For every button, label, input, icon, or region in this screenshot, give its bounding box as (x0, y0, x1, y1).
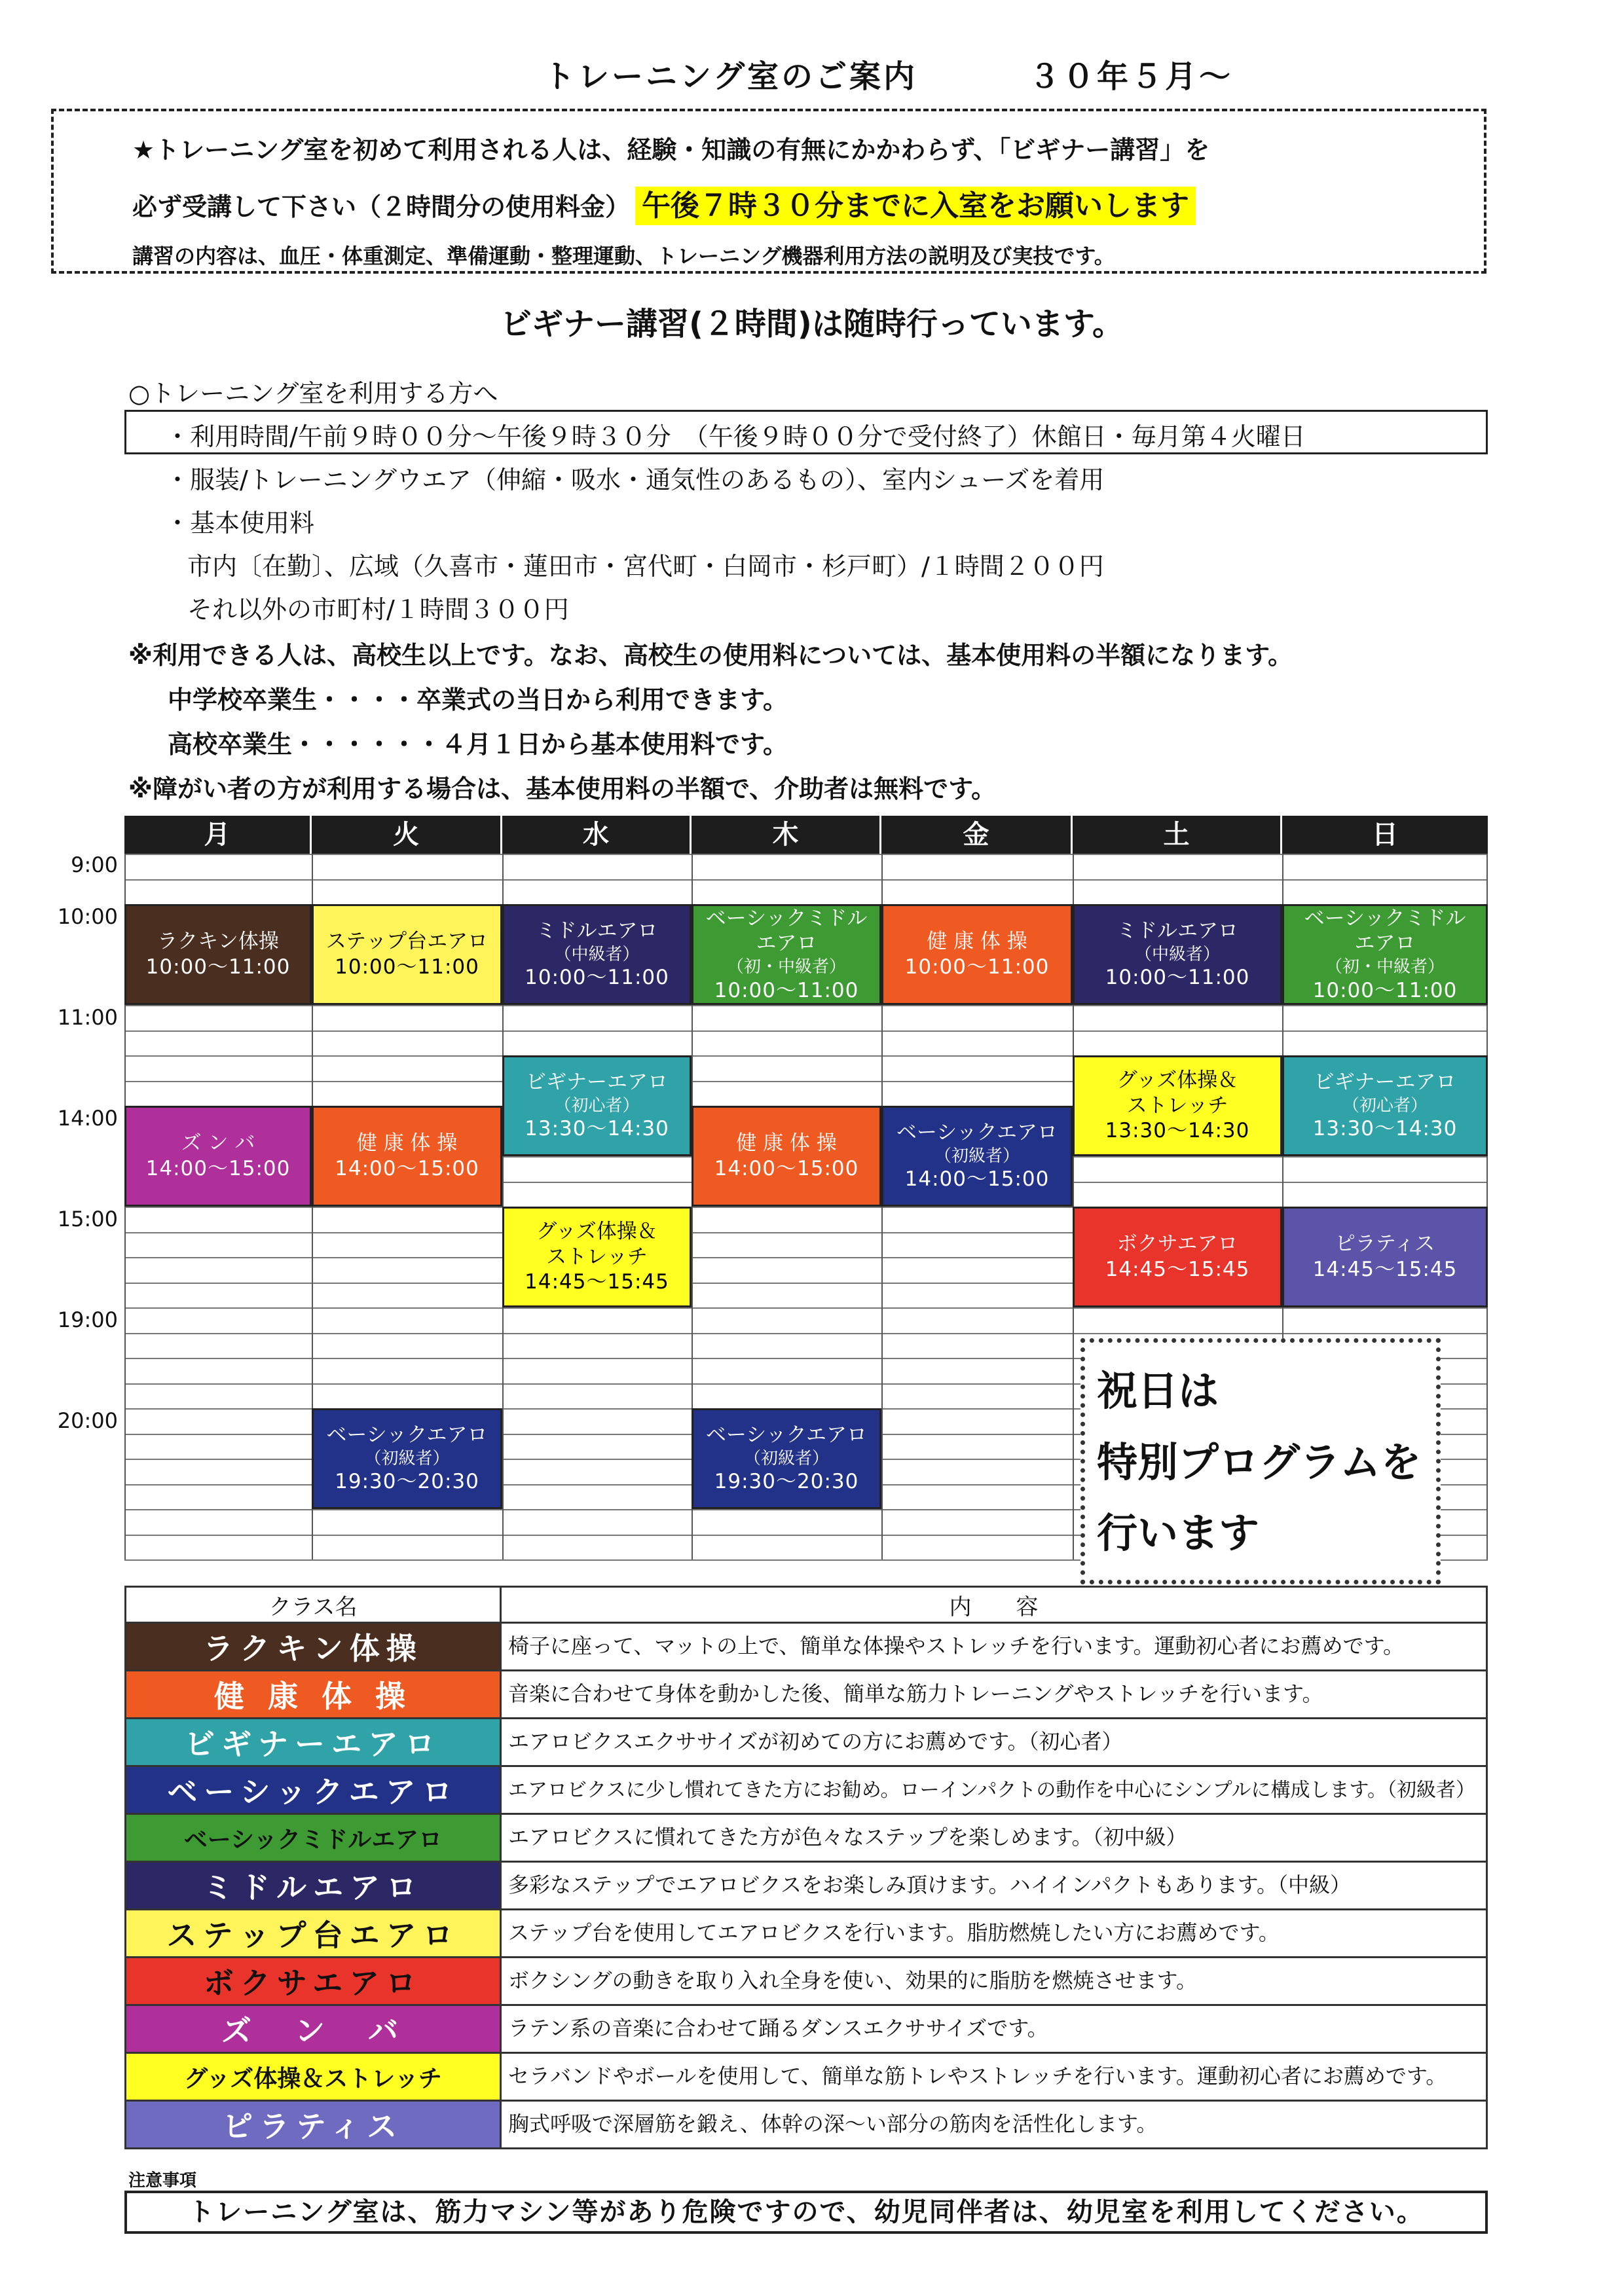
class-description-cell: エアロビクスに少し慣れてきた方にお勧め。ローインパクトの動作を中心にシンプルに構成します。（初級者） (501, 1766, 1487, 1814)
class-block (502, 1207, 692, 1307)
class-block-time: 19:30～20:30 (714, 1470, 859, 1494)
class-block-time: 10:00～11:00 (714, 978, 859, 1002)
class-table-row (126, 1910, 1487, 1958)
class-block-time: 14:45～15:45 (1312, 1258, 1458, 1281)
class-description-cell: エアロビクスエクササイズが初めての方にお薦めです。（初心者） (501, 1719, 1487, 1766)
class-block-level: （中級者） (554, 944, 640, 964)
class-block-name: 健 康 体 操 (927, 930, 1027, 954)
class-block (1282, 904, 1488, 1005)
class-name-cell: ベーシックエアロ (126, 1766, 501, 1814)
day-header-6: 土 (1073, 816, 1280, 854)
class-block (312, 1408, 502, 1509)
class-block (692, 1106, 881, 1207)
class-table (124, 1586, 1488, 2149)
notice-line-1: ★トレーニング室を初めて利用される人は、経験・知識の有無にかかわらず、「ビギナー講習」を (132, 136, 1210, 164)
info-fee-1: 市内〔在勤〕、広域（久喜市・蓮田市・宮代町・白岡市・杉戸町）/１時間２００円 (187, 552, 1104, 581)
class-block-time: 10:00～11:00 (904, 955, 1050, 979)
time-label: 11:00 (57, 1005, 118, 1030)
class-description-cell: セラバンドやボールを使用して、簡単な筋トレやストレッチを行います。運動初心者にお薦めです。 (501, 2053, 1487, 2101)
info-note-2: 中学校卒業生・・・・卒業式の当日から利用できます。 (168, 685, 788, 714)
info-note-3: 高校卒業生・・・・・・４月１日から基本使用料です。 (168, 730, 788, 759)
class-table-row (126, 1766, 1487, 1814)
class-block-time: 13:30～14:30 (525, 1117, 669, 1141)
holiday-notice (1080, 1338, 1441, 1584)
class-description-cell: 胸式呼吸で深層筋を鍛え、体幹の深～い部分の筋肉を活性化します。 (501, 2101, 1487, 2149)
class-block (312, 1106, 502, 1207)
class-block-name: 健 康 体 操 (356, 1131, 458, 1156)
caution-box: トレーニング室は、筋力マシン等があり危険ですので、幼児同伴者は、幼児室を利用してください。 (124, 2191, 1488, 2234)
class-block-name: ベーシックエアロ (326, 1423, 488, 1447)
class-name-cell: ミドルエアロ (126, 1862, 501, 1910)
class-block-name: ピラティス (1335, 1232, 1435, 1256)
class-block-time: 14:00～15:00 (145, 1157, 291, 1180)
class-block-level: （初級者） (743, 1448, 829, 1468)
info-note-1: ※利用できる人は、高校生以上です。なお、高校生の使用料については、基本使用料の半額になります。 (128, 641, 1293, 670)
class-block (124, 1106, 312, 1207)
class-block (1073, 904, 1282, 1005)
holiday-line: 行います (1097, 1509, 1260, 1557)
day-header-1: 月 (124, 816, 310, 854)
class-block-name: ボクサエアロ (1116, 1232, 1238, 1256)
class-name-cell: ボクサエアロ (126, 1958, 501, 2005)
class-block-name: ベーシックエアロ (896, 1121, 1058, 1144)
class-table-row (126, 2005, 1487, 2053)
class-block-level: （初・中級者） (1325, 957, 1445, 977)
notice-highlight: 午後７時３０分までに入室をお願いします (635, 187, 1196, 225)
info-heading: ○トレーニング室を利用する方へ (128, 379, 498, 408)
class-block-level: （初級者） (934, 1146, 1020, 1166)
class-description-cell: 音楽に合わせて身体を動かした後、簡単な筋力トレーニングやストレッチを行います。 (501, 1671, 1487, 1719)
class-block (881, 1106, 1073, 1207)
class-table-row (126, 2053, 1487, 2101)
class-block (1073, 1055, 1282, 1156)
class-description-cell: 多彩なステップでエアロビクスをお楽しみ頂けます。ハイインパクトもあります。（中級） (501, 1862, 1487, 1910)
period: ３０年５月～ (1029, 58, 1234, 95)
caution-label: 注意事項 (128, 2171, 197, 2191)
class-block (312, 904, 502, 1005)
holiday-line: 祝日は (1097, 1367, 1219, 1415)
class-block-time: 14:00～15:00 (335, 1157, 479, 1180)
class-block-time: 14:45～15:45 (525, 1270, 669, 1294)
class-block-name: グッズ体操＆ ストレッチ (1116, 1068, 1238, 1118)
class-block (692, 1408, 881, 1509)
class-block-name: ステップ台エアロ (325, 930, 489, 954)
class-block-level: （初・中級者） (726, 957, 846, 977)
class-description-cell: エアロビクスに慣れてきた方が色々なステップを楽しめます。（初中級） (501, 1814, 1487, 1862)
class-block (1282, 1207, 1488, 1307)
class-block-level: （初心者） (554, 1095, 640, 1116)
class-block-time: 13:30～14:30 (1105, 1119, 1250, 1143)
class-block-level: （初心者） (1342, 1095, 1428, 1116)
class-description-cell: ラテン系の音楽に合わせて踊るダンスエクササイズです。 (501, 2005, 1487, 2053)
class-block-name: グッズ体操＆ ストレッチ (536, 1219, 657, 1269)
class-block (502, 1055, 692, 1156)
info-fee-title: ・基本使用料 (165, 509, 315, 538)
class-block-name: ベーシックミドル エアロ (705, 906, 868, 956)
info-fee-2: それ以外の市町村/１時間３００円 (187, 595, 569, 624)
class-block (881, 904, 1073, 1005)
class-block-name: ミドルエアロ (536, 919, 658, 943)
day-header-5: 金 (881, 816, 1071, 854)
time-label: 10:00 (57, 904, 118, 929)
class-description-cell: ボクシングの動きを取り入れ全身を使い、効果的に脂肪を燃焼させます。 (501, 1958, 1487, 2005)
class-block (692, 904, 881, 1005)
class-table-row (126, 1719, 1487, 1766)
time-label: 20:00 (57, 1408, 118, 1433)
time-label: 19:00 (57, 1307, 118, 1332)
holiday-line: 特別プログラムを (1097, 1438, 1422, 1486)
class-block-time: 10:00～11:00 (1312, 978, 1458, 1002)
notice-box (51, 109, 1486, 274)
class-name-cell: ズ ン バ (126, 2005, 501, 2053)
day-header-3: 水 (502, 816, 690, 854)
notice-line-2: 必ず受講して下さい（２時間分の使用料金） 午後７時３０分までに入室をお願いします (132, 182, 1196, 224)
time-label: 15:00 (57, 1207, 118, 1231)
class-block (1073, 1207, 1282, 1307)
subtitle: ビギナー講習(２時間)は随時行っています。 (500, 306, 1124, 342)
class-block-level: （中級者） (1134, 944, 1220, 964)
class-block-name: 健 康 体 操 (736, 1131, 837, 1156)
class-block-name: ビギナーエアロ (1314, 1070, 1456, 1094)
day-header-7: 日 (1282, 816, 1488, 854)
class-block (124, 904, 312, 1005)
class-name-cell: ステップ台エアロ (126, 1910, 501, 1958)
time-label: 14:00 (57, 1106, 118, 1131)
class-block-name: ベーシックエアロ (705, 1423, 868, 1447)
class-block-time: 14:45～15:45 (1105, 1258, 1250, 1281)
class-block (1282, 1055, 1488, 1156)
class-block-time: 10:00～11:00 (525, 966, 669, 990)
class-table-row (126, 1862, 1487, 1910)
class-name-cell: ビギナーエアロ (126, 1719, 501, 1766)
class-description-cell: 椅子に座って、マットの上で、簡単な体操やストレッチを行います。運動初心者にお薦めです。 (501, 1623, 1487, 1671)
class-block-name: ズ ン バ (181, 1131, 255, 1156)
page-title: トレーニング室のご案内 ３０年５月～ (544, 58, 1234, 95)
class-block (502, 904, 692, 1005)
class-name-cell: 健 康 体 操 (126, 1671, 501, 1719)
class-block-name: ビギナーエアロ (526, 1070, 668, 1094)
class-block-time: 14:00～15:00 (714, 1157, 859, 1180)
class-name-cell: ラクキン体操 (126, 1623, 501, 1671)
class-name-cell: ベーシックミドルエアロ (126, 1814, 501, 1862)
class-block-time: 19:30～20:30 (335, 1470, 479, 1494)
day-header-2: 火 (312, 816, 500, 854)
notice-line-3: 講習の内容は、血圧・体重測定、準備運動・整理運動、トレーニング機器利用方法の説明及び実技です。 (132, 244, 1115, 268)
class-block-time: 10:00～11:00 (335, 955, 479, 979)
info-dress: ・服装/トレーニングウエア（伸縮・吸水・通気性のあるもの）、室内シューズを着用 (165, 465, 1105, 494)
class-table-header (126, 1587, 1487, 1623)
class-block-name: ミドルエアロ (1116, 919, 1238, 943)
class-table-row (126, 1671, 1487, 1719)
class-table-row (126, 1958, 1487, 2005)
class-block-name: ラクキン体操 (157, 930, 279, 954)
header-class-name: クラス名 (126, 1587, 501, 1623)
class-table-row (126, 2101, 1487, 2149)
header-description: 内 容 (501, 1587, 1487, 1623)
class-table-row (126, 1814, 1487, 1862)
class-block-time: 10:00～11:00 (1105, 966, 1250, 990)
time-label: 9:00 (71, 852, 118, 877)
info-hours: ・利用時間/午前９時００分～午後９時３０分 （午後９時００分で受付終了）休館日・毎月第４火曜日 (165, 422, 1306, 451)
class-description-cell: ステップ台を使用してエアロビクスを行います。脂肪燃焼したい方にお薦めです。 (501, 1910, 1487, 1958)
class-block-level: （初級者） (364, 1448, 450, 1468)
class-name-cell: グッズ体操＆ストレッチ (126, 2053, 501, 2101)
class-name-cell: ピラティス (126, 2101, 501, 2149)
class-block-time: 10:00～11:00 (145, 955, 291, 979)
class-block-time: 14:00～15:00 (904, 1167, 1050, 1192)
class-table-row (126, 1623, 1487, 1671)
class-block-time: 13:30～14:30 (1312, 1117, 1458, 1141)
info-note-4: ※障がい者の方が利用する場合は、基本使用料の半額で、介助者は無料です。 (128, 774, 997, 803)
day-header-4: 木 (692, 816, 879, 854)
weekly-schedule (57, 816, 1488, 1559)
class-block-name: ベーシックミドル エアロ (1304, 906, 1466, 956)
